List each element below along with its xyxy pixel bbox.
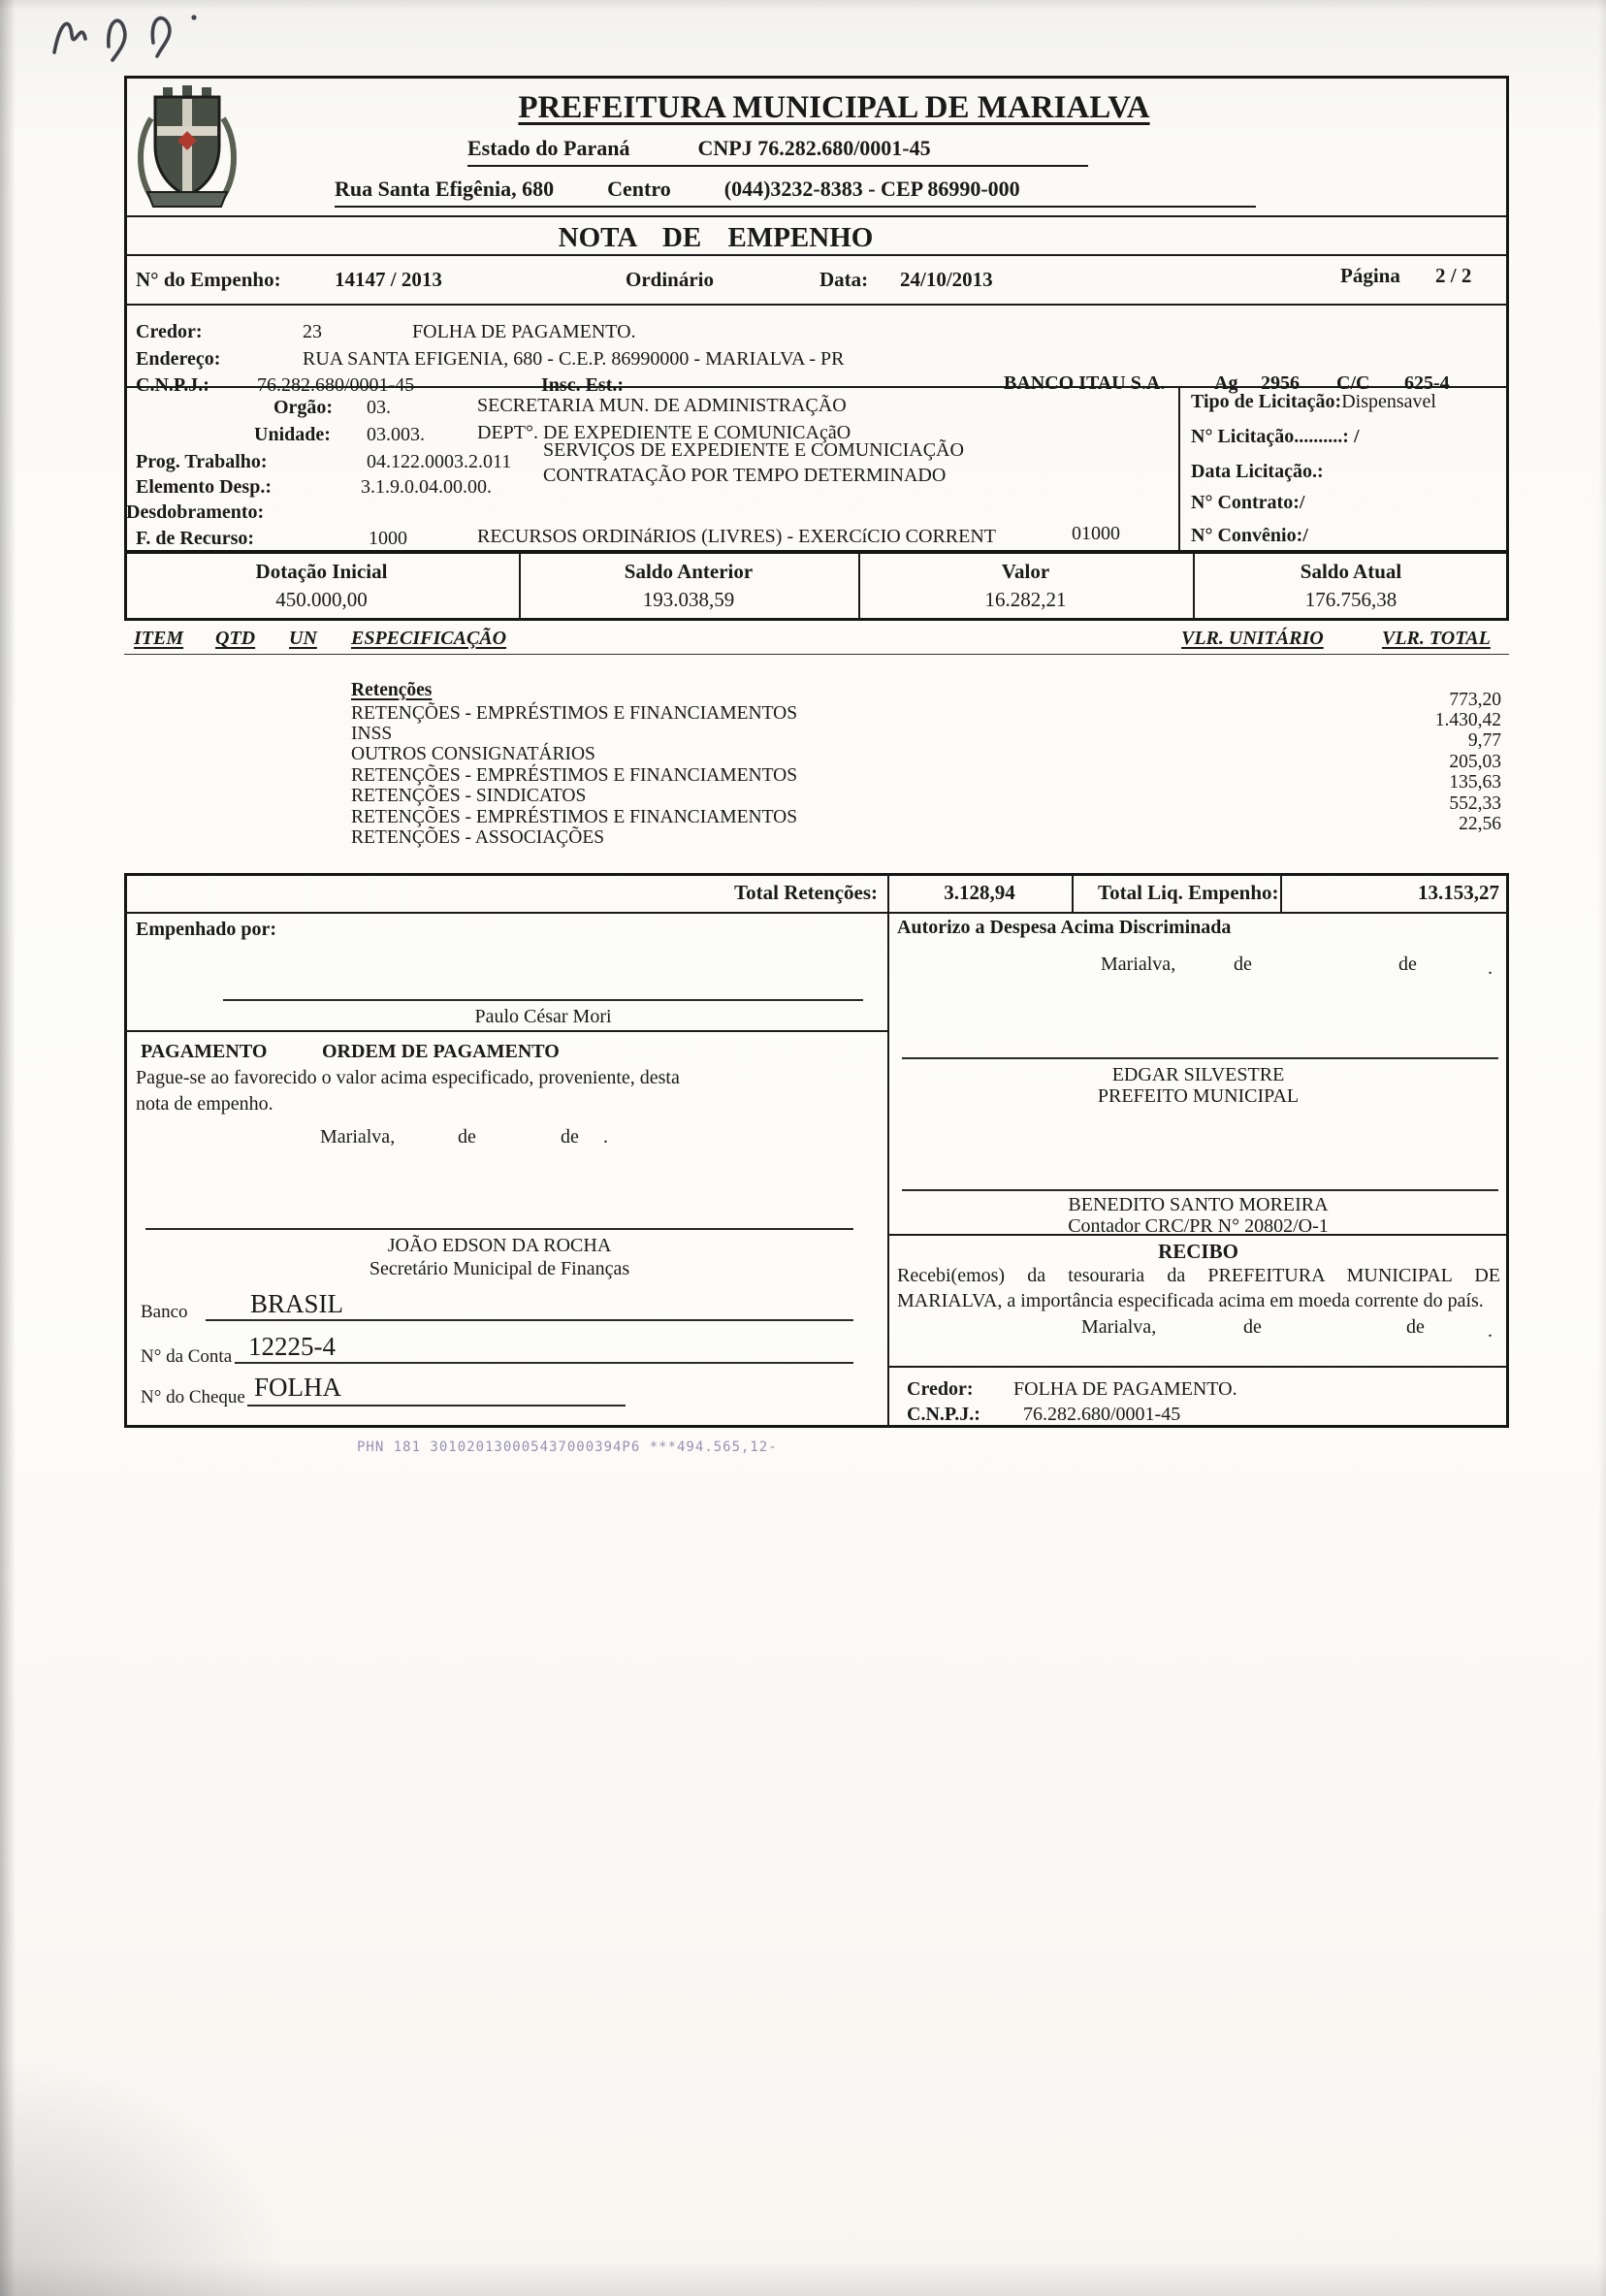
divider-below-empenho-row: [124, 304, 1509, 306]
document-title: NOTA DE EMPENHO: [558, 222, 874, 253]
account-value: 625-4: [1404, 372, 1450, 394]
insc-est-label: Insc. Est.:: [541, 374, 625, 396]
orgao-code: 03.: [367, 397, 391, 418]
saldos-header-anterior: Saldo Anterior: [624, 560, 754, 583]
contador-cargo: Contador CRC/PR N° 20802/O-1: [1068, 1215, 1329, 1237]
saldos-header-dotacao: Dotação Inicial: [255, 560, 388, 583]
center-column-divider: [887, 873, 889, 1428]
data-cidade-autorizo: Marialva,: [1101, 954, 1176, 975]
empenho-number-value: 14147 / 2013: [335, 268, 442, 291]
district: Centro: [607, 177, 671, 201]
elemento-desp-label: Elemento Desp.:: [136, 476, 272, 498]
total-liq-label: Total Liq. Empenho:: [1098, 881, 1279, 904]
orgao-label: Orgão:: [273, 397, 334, 418]
prefeito-cargo: PREFEITO MUNICIPAL: [1097, 1085, 1300, 1107]
ordem-pagamento-titulo: ORDEM DE PAGAMENTO: [322, 1041, 560, 1062]
scan-edge-top: [0, 0, 1606, 10]
coat-of-arms: [134, 83, 241, 210]
orgao-desc: SECRETARIA MUN. DE ADMINISTRAÇÃO: [477, 395, 847, 416]
retencao-total: 9,77: [1467, 730, 1501, 751]
retencao-desc: RETENÇÕES - EMPRÉSTIMOS E FINANCIAMENTOS: [351, 765, 798, 786]
retencao-total: 552,33: [1449, 793, 1501, 814]
page-value: 2 / 2: [1435, 264, 1472, 287]
unidade-label: Unidade:: [254, 424, 331, 445]
scan-edge-left: [0, 0, 16, 2296]
dot-matrix-code: PHN 181 301020130005437000394P6 ***494.565,12-: [357, 1439, 778, 1455]
signature-line-contador: [902, 1189, 1498, 1191]
licitacao-tipo-row: [1191, 390, 1436, 413]
totals-divider-3: [1280, 873, 1282, 914]
data-cidade-recibo: Marialva,: [1081, 1316, 1157, 1338]
retencao-total: 135,63: [1449, 772, 1501, 792]
conta-label: N° da Conta: [141, 1346, 233, 1367]
agency-value: 2956: [1261, 372, 1300, 394]
account-label: C/C: [1336, 372, 1370, 394]
pen-scribble-marks: [47, 2, 221, 62]
data-de1-autorizo: de: [1234, 954, 1252, 975]
data-de2-recibo: de: [1406, 1316, 1425, 1338]
recibo-cnpj-valor: 76.282.680/0001-45: [1023, 1404, 1181, 1425]
data-ponto-recibo: .: [1488, 1320, 1493, 1342]
desdobramento-label: Desdobramento:: [126, 501, 265, 523]
pagamento-titulo: PAGAMENTO: [141, 1041, 268, 1062]
data-cidade-pagamento: Marialva,: [320, 1126, 396, 1148]
licitacao-numero: N° Licitação..........: /: [1191, 426, 1360, 447]
header-line2: [467, 136, 1088, 167]
contrato-numero: N° Contrato:/: [1191, 492, 1305, 513]
retencao-total: 22,56: [1459, 814, 1501, 834]
scan-edge-right: [1598, 0, 1606, 2296]
state-label: Estado do Paraná: [467, 136, 630, 160]
credor-address-label: Endereço:: [136, 348, 221, 370]
data-de1-recibo: de: [1243, 1316, 1262, 1338]
licitacao-tipo-value: Dispensavel: [1341, 391, 1436, 412]
data-ponto-pagamento: .: [603, 1126, 608, 1148]
unidade-desc: DEPT°. DE EXPEDIENTE E COMUNICAçãO: [477, 422, 851, 443]
total-retencoes-value: 3.128,94: [944, 881, 1015, 904]
recibo-cnpj-label: C.N.P.J.:: [907, 1404, 980, 1425]
fonte-recurso-num: 01000: [1072, 523, 1120, 544]
secretario-nome: JOÃO EDSON DA ROCHA: [387, 1235, 612, 1256]
retencao-desc: INSS: [351, 724, 393, 744]
retencao-total: 773,20: [1449, 690, 1501, 710]
credor-name: FOLHA DE PAGAMENTO.: [412, 321, 636, 342]
totals-divider-2: [1072, 873, 1074, 914]
saldos-value-atual: 176.756,38: [1304, 588, 1397, 611]
signature-line-prefeito: [902, 1057, 1498, 1059]
credor-label: Credor:: [136, 321, 203, 342]
street-address: Rua Santa Efigênia, 680: [335, 177, 555, 201]
empenhado-por-label: Empenhado por:: [136, 919, 277, 940]
col-header-item: ITEM: [134, 628, 184, 649]
empenho-type: Ordinário: [626, 268, 715, 291]
prog-trabalho-desc: SERVIÇOS DE EXPEDIENTE E COMUNICIAÇÃO: [543, 439, 964, 461]
fonte-recurso-code: 1000: [369, 528, 407, 549]
pague-se-texto: Pague-se ao favorecido o valor acima especificado, proveniente, desta nota de empenho.: [136, 1067, 680, 1115]
scan-edge-bottom: [0, 2260, 1606, 2296]
col-header-vlr-total: VLR. TOTAL: [1382, 628, 1491, 649]
saldos-value-anterior: 193.038,59: [642, 588, 735, 611]
retencoes-group-label: Retenções: [351, 680, 433, 700]
retencao-desc: RETENÇÕES - ASSOCIAÇÕES: [351, 827, 605, 848]
banco-label: Banco: [141, 1302, 188, 1322]
credor-code: 23: [303, 321, 322, 342]
banco-valor: BRASIL: [250, 1289, 344, 1318]
totals-row-bottom: [124, 912, 1509, 914]
data-ponto-autorizo: .: [1488, 957, 1493, 979]
phone-cep: (044)3232-8383 - CEP 86990-000: [723, 177, 1020, 201]
prefeito-nome: EDGAR SILVESTRE: [1111, 1064, 1285, 1085]
unidade-code: 03.003.: [367, 424, 425, 445]
header-line3: [335, 177, 1256, 208]
credor-address-value: RUA SANTA EFIGENIA, 680 - C.E.P. 86990000 - MARIALVA - PR: [303, 348, 845, 370]
data-de2-autorizo: de: [1398, 954, 1417, 975]
empenho-number-label: N° do Empenho:: [136, 268, 281, 291]
col-header-especificacao: ESPECIFICAÇÃO: [351, 628, 507, 649]
fonte-recurso-desc: RECURSOS ORDINáRIOS (LIVRES) - EXERCíCIO CORRENT: [477, 526, 997, 547]
total-liq-value: 13.153,27: [1418, 881, 1499, 904]
secretario-cargo: Secretário Municipal de Finanças: [369, 1258, 630, 1279]
prog-trabalho-code: 04.122.0003.2.011: [367, 451, 512, 472]
empenhado-nome: Paulo César Mori: [474, 1006, 612, 1027]
empenho-date-value: 24/10/2013: [900, 268, 993, 291]
divider-above-doc-title: [124, 215, 1509, 217]
saldos-value-valor: 16.282,21: [984, 588, 1067, 611]
cheque-valor: FOLHA: [254, 1373, 342, 1402]
credor-cnpj-value: 76.282.680/0001-45: [257, 374, 415, 396]
col-header-vlr-unitario: VLR. UNITÁRIO: [1181, 628, 1324, 649]
data-de1-pagamento: de: [458, 1126, 476, 1148]
cheque-label: N° do Cheque: [141, 1387, 245, 1407]
licitacao-tipo-label: Tipo de Licitação:: [1191, 391, 1342, 412]
conta-valor: 12225-4: [248, 1332, 336, 1361]
agency-label: Ag: [1214, 372, 1238, 394]
retencao-desc: RETENÇÕES - EMPRÉSTIMOS E FINANCIAMENTOS: [351, 807, 798, 827]
convenio-numero: N° Convênio:/: [1191, 525, 1308, 546]
saldos-header-atual: Saldo Atual: [1300, 560, 1402, 583]
bank-name: BANCO ITAU S.A.: [1004, 372, 1166, 394]
elemento-desp-code: 3.1.9.0.04.00.00.: [361, 476, 492, 498]
retencao-total: 1.430,42: [1434, 710, 1501, 730]
recibo-texto: Recebi(emos) da tesouraria da PREFEITURA MUNICIPAL DE MARIALVA, a importância especificada acima em moeda corrente do país.: [897, 1265, 1500, 1311]
retencao-total: 205,03: [1449, 752, 1501, 772]
col-header-un: UN: [289, 628, 317, 649]
prog-trabalho-label: Prog. Trabalho:: [136, 451, 268, 472]
left-col-divider: [124, 1030, 889, 1032]
items-header-rule: [124, 654, 1509, 655]
autorizo-titulo: Autorizo a Despesa Acima Discriminada: [897, 917, 1232, 938]
credor-cnpj-label: C.N.P.J.:: [136, 374, 209, 396]
licitacao-data: Data Licitação.:: [1191, 461, 1324, 482]
right-col-divider-credor: [887, 1366, 1509, 1368]
fonte-recurso-label: F. de Recurso:: [136, 528, 255, 549]
signature-line-empenhado: [223, 999, 863, 1001]
recibo-credor-label: Credor:: [907, 1378, 974, 1400]
total-retencoes-label: Total Retenções:: [734, 881, 878, 904]
empenho-date-label: Data:: [819, 268, 869, 291]
contador-nome: BENEDITO SANTO MOREIRA: [1068, 1194, 1329, 1215]
col-header-qtd: QTD: [215, 628, 256, 649]
signature-line-secretario: [145, 1228, 853, 1230]
saldos-header-valor: Valor: [1001, 560, 1050, 583]
recibo-titulo: RECIBO: [1158, 1240, 1238, 1263]
cnpj-label: CNPJ 76.282.680/0001-45: [697, 136, 931, 160]
data-de2-pagamento: de: [561, 1126, 579, 1148]
recibo-credor-nome: FOLHA DE PAGAMENTO.: [1013, 1378, 1237, 1400]
elemento-desp-desc: CONTRATAÇÃO POR TEMPO DETERMINADO: [543, 465, 947, 486]
retencao-desc: OUTROS CONSIGNATÁRIOS: [351, 744, 595, 764]
retencao-desc: RETENÇÕES - EMPRÉSTIMOS E FINANCIAMENTOS: [351, 703, 798, 724]
retencao-desc: RETENÇÕES - SINDICATOS: [351, 786, 587, 806]
scan-corner-bottom-left: [0, 2056, 291, 2296]
cheque-fill-line: [247, 1405, 626, 1407]
municipality-title: PREFEITURA MUNICIPAL DE MARIALVA: [518, 90, 1150, 125]
divider-licitacao-vertical: [1178, 386, 1180, 553]
saldos-value-dotacao: 450.000,00: [275, 588, 368, 611]
page-label: Página: [1340, 264, 1400, 287]
